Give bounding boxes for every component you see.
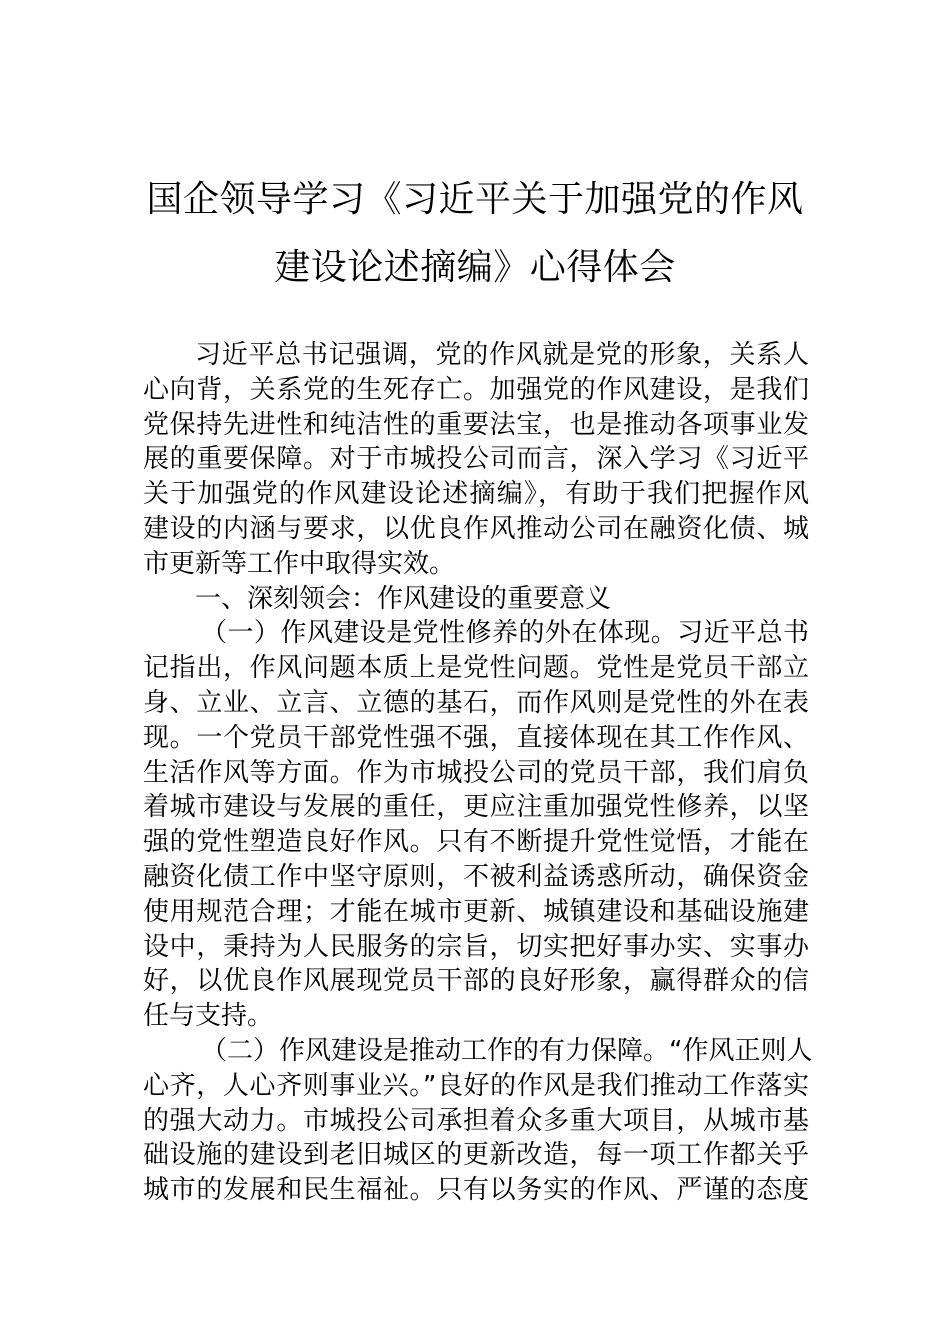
text-line: 心向背，关系党的生死存亡。加强党的作风建设，是我们 — [143, 374, 809, 405]
text-line: 强的党性塑造良好作风。只有不断提升党性觉悟，才能在 — [143, 827, 809, 858]
text-line: （二）作风建设是推动工作的有力保障。“作风正则人 — [201, 1035, 813, 1066]
text-line: 础设施的建设到老旧城区的更新改造，每一项工作都关乎 — [143, 1140, 809, 1171]
document-body — [143, 338, 813, 1208]
text-line: 融资化债工作中坚守原则，不被利益诱惑所动，确保资金 — [143, 861, 809, 892]
text-line: 党保持先进性和纯洁性的重要法宝，也是推动各项事业发 — [143, 409, 809, 440]
text-line: （一）作风建设是党性修养的外在体现。习近平总书 — [201, 618, 809, 649]
section-heading — [143, 582, 809, 617]
paragraph-point-2 — [143, 1034, 813, 1208]
text-line: 现。一个党员干部党性强不强，直接体现在其工作作风、 — [143, 722, 809, 753]
text-line: 好，以优良作风展现党员干部的良好形象，赢得群众的信 — [143, 966, 809, 997]
text-line: 的强大动力。市城投公司承担着众多重大项目，从城市基 — [143, 1105, 809, 1136]
text-line: 习近平总书记强调，党的作风就是党的形象，关系人 — [195, 340, 809, 370]
text-line: 着城市建设与发展的重任，更应注重加强党性修养，以坚 — [143, 792, 809, 823]
text-line: 关于加强党的作风建设论述摘编》，有助于我们把握作风 — [143, 479, 809, 510]
text-line: 城市的发展和民生福祉。只有以务实的作风、严谨的态度 — [143, 1175, 809, 1206]
text-line: 设中，秉持为人民服务的宗旨，切实把好事办实、实事办 — [143, 931, 809, 962]
text-line: 心齐，人心齐则事业兴。”良好的作风是我们推动工作落实 — [143, 1070, 809, 1101]
paragraph-intro — [143, 338, 809, 582]
paragraph-point-1 — [143, 616, 809, 1034]
document-title-line-1: 国企领导学习《习近平关于加强党的作风 — [146, 179, 804, 220]
text-line: 展的重要保障。对于市城投公司而言，深入学习《习近平 — [143, 444, 809, 475]
text-line: 一、深刻领会：作风建设的重要意义 — [195, 583, 612, 614]
text-line: 建设的内涵与要求，以优良作风推动公司在融资化债、城 — [143, 513, 809, 544]
text-line: 生活作风等方面。作为市城投公司的党员干部，我们肩负 — [143, 757, 809, 788]
document-title-line-2: 建设论述摘编》心得体会 — [274, 247, 676, 288]
text-line: 任与支持。 — [143, 1001, 274, 1032]
text-line: 身、立业、立言、立德的基石，而作风则是党性的外在表 — [143, 687, 809, 718]
text-line: 使用规范合理；才能在城市更新、城镇建设和基础设施建 — [143, 896, 809, 927]
text-line: 市更新等工作中取得实效。 — [143, 548, 456, 579]
text-line: 记指出，作风问题本质上是党性问题。党性是党员干部立 — [143, 653, 809, 684]
